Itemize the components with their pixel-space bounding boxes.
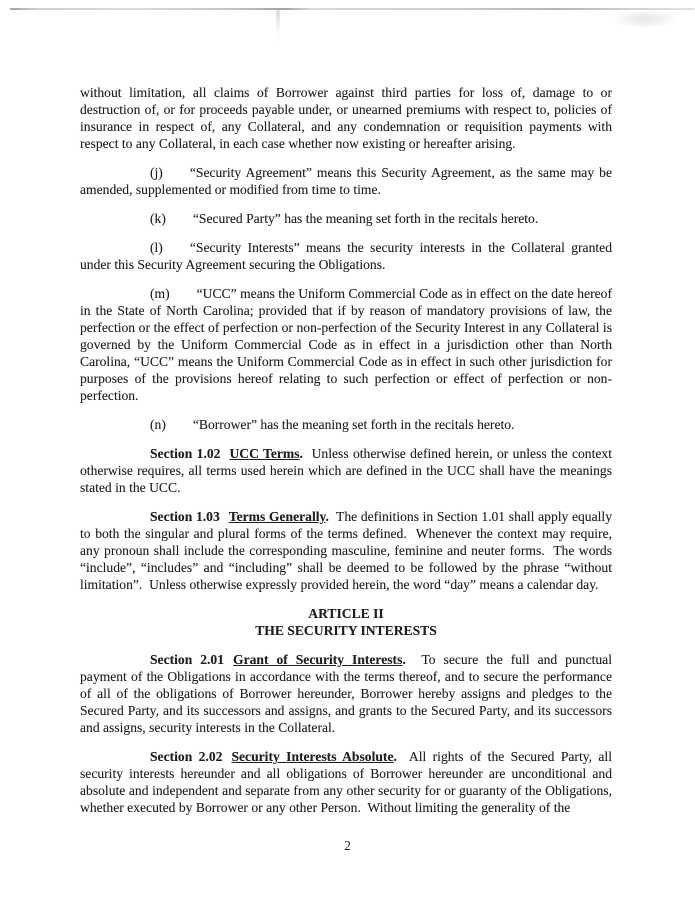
text-segment: (k)	[150, 211, 166, 226]
body-paragraph	[80, 84, 612, 152]
definition-paragraph	[80, 285, 612, 404]
article-heading	[80, 605, 612, 639]
definition-paragraph	[80, 239, 612, 273]
section-paragraph	[80, 508, 612, 593]
scan-artifact-line	[10, 8, 695, 10]
scan-artifact-smudge	[612, 9, 678, 29]
text-segment: “UCC” means the Uniform Commercial Code as in effect on the date hereof in the State of North Carolina; provided that if by reason of mandatory provisions of law, the perfection or the effect of perfection or non-perfection of the Security Interest in any Collateral is governed by the Uniform Commercial Code as in effect in a jurisdiction other than North Carolina, “UCC” means the Uniform Commercial Code as in effect in such other jurisdiction for purposes of the provisions hereof relating to such perfection or effect of perfection or non-perfection.	[80, 286, 612, 403]
text-segment: “Secured Party” has the meaning set forth in the recitals hereto.	[192, 211, 539, 226]
text-segment: .	[402, 652, 406, 667]
text-segment: Security Interests Absolute	[231, 749, 394, 764]
text-segment: .	[393, 749, 397, 764]
definition-paragraph	[80, 416, 612, 433]
text-segment: (n)	[150, 417, 166, 432]
text-segment: All rights of the Secured Party, all security interests hereunder and all obligations of Borrower hereunder are unconditional and absolute and independent and separate from any other security for or guaranty of the Obligations, whether executed by Borrower or any other Person. Without limiting the generality of the	[80, 749, 612, 815]
text-segment: To secure the full and punctual payment of the Obligations in accordance with the terms thereof, and to secure the performance of all of the obligations of Borrower hereunder, Borrower hereby assigns and pledges to the Secured Party, and its successors and assigns, and grants to the Secured Party, and its successors and assigns, security interests in the Collateral.	[80, 652, 612, 735]
section-paragraph	[80, 748, 612, 816]
page-number: 2	[344, 838, 351, 853]
text-segment: (j)	[150, 165, 163, 180]
text-segment: (m)	[150, 286, 170, 301]
text-segment: Unless otherwise defined herein, or unless the context otherwise requires, all terms used herein which are defined in the UCC shall have the meanings stated in the UCC.	[80, 446, 612, 495]
text-segment: Grant of Security Interests	[233, 652, 403, 667]
text-segment: UCC Terms	[229, 446, 300, 461]
text-segment: .	[325, 509, 329, 524]
text-segment: Section 1.03	[150, 509, 220, 524]
text-segment: (l)	[150, 240, 163, 255]
definition-paragraph	[80, 210, 612, 227]
text-segment: without limitation, all claims of Borrower against third parties for loss of, damage to or destruction of, or for proceeds payable under, or unearned premiums with respect to, policies of insurance in respect of, any Collateral, and any condemnation or requisition payments with respect to any Collateral, in each case whether now existing or hereafter arising.	[80, 85, 612, 151]
text-segment: .	[299, 446, 303, 461]
scan-artifact-smudge	[276, 10, 280, 42]
document-body	[80, 84, 612, 828]
text-segment: “Security Interests” means the security interests in the Collateral granted under this Security Agreement securing the Obligations.	[80, 240, 612, 272]
definition-paragraph	[80, 164, 612, 198]
section-paragraph	[80, 651, 612, 736]
text-segment: “Borrower” has the meaning set forth in the recitals hereto.	[192, 417, 515, 432]
text-segment: Terms Generally	[228, 509, 326, 524]
text-segment: The definitions in Section 1.01 shall apply equally to both the singular and plural forms of the terms defined. Whenever the context may require, any pronoun shall include the corresponding masculine, feminine and neuter forms. The words “include”, “includes” and “including” shall be deemed to be followed by the phrase “without limitation”. Unless otherwise expressly provided herein, the word “day” means a calendar day.	[80, 509, 612, 592]
section-paragraph	[80, 445, 612, 496]
text-segment: Section 2.02	[150, 749, 223, 764]
text-segment: Section 2.01	[150, 652, 225, 667]
article-heading-line: THE SECURITY INTERESTS	[255, 623, 437, 638]
text-segment: “Security Agreement” means this Security Agreement, as the same may be amended, supplemented or modified from time to time.	[80, 165, 612, 197]
article-heading-line: ARTICLE II	[308, 606, 384, 621]
text-segment: Section 1.02	[150, 446, 221, 461]
